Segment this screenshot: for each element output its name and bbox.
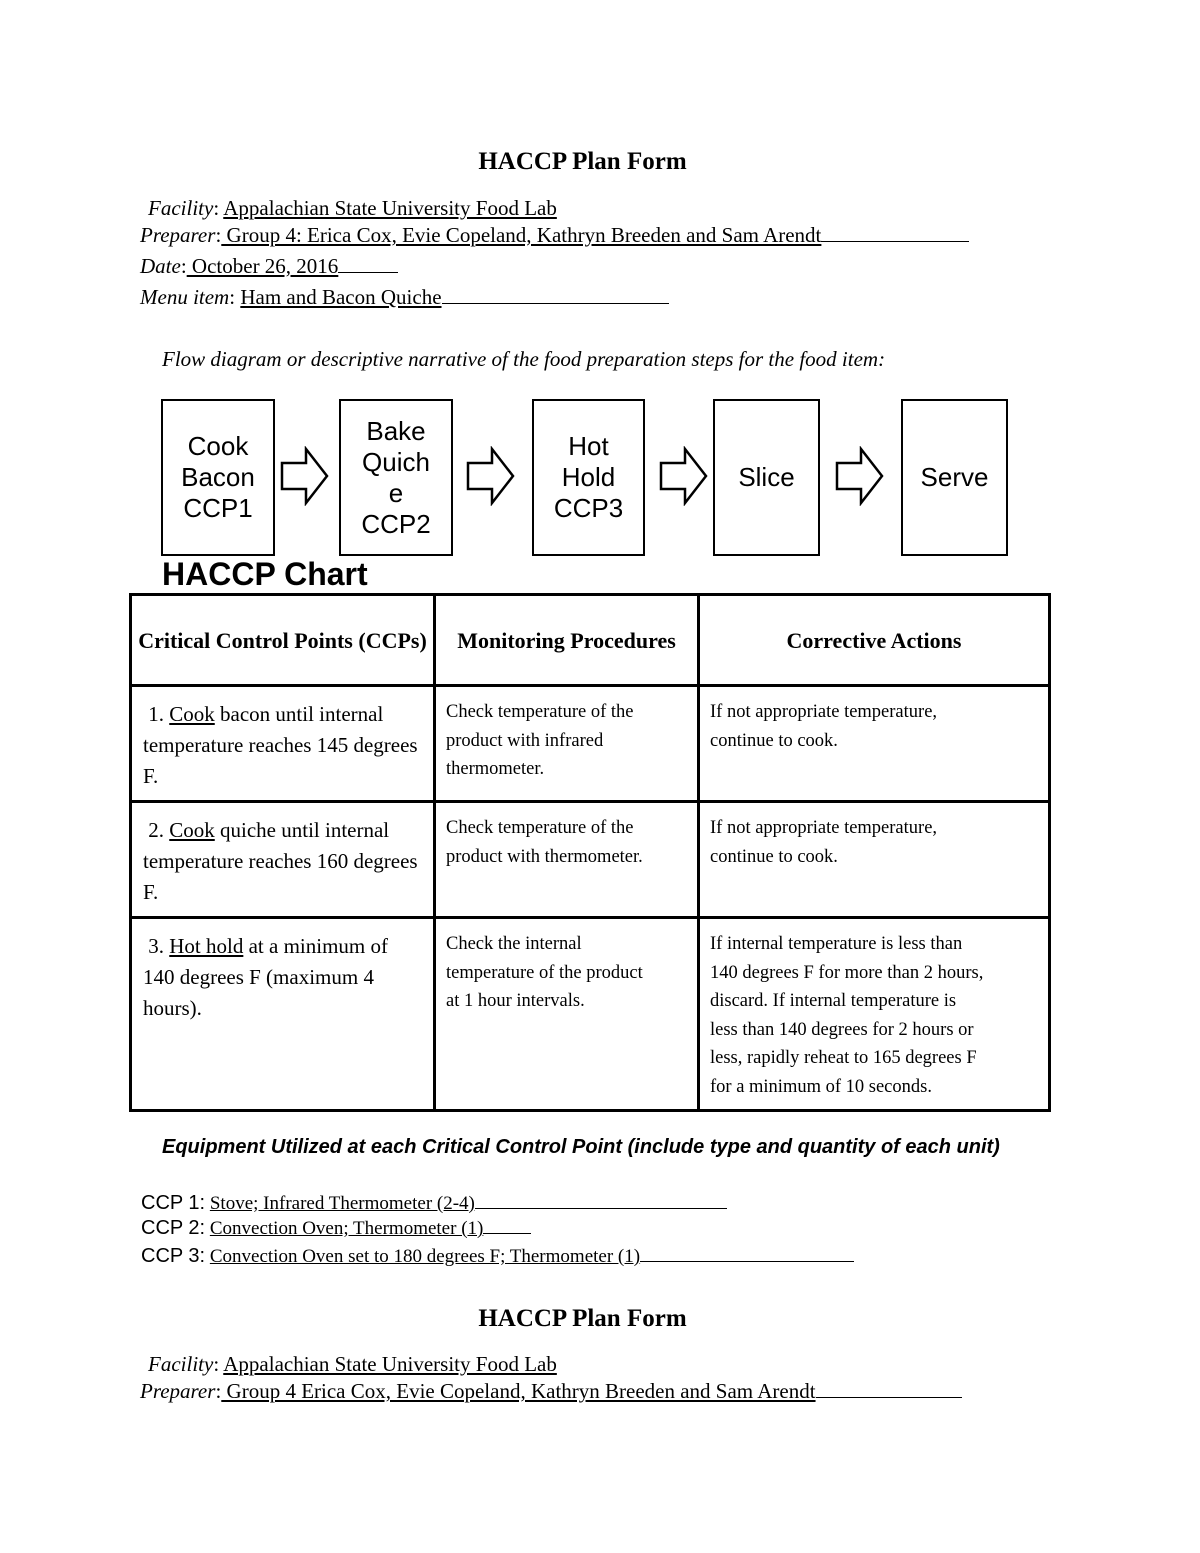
equipment-heading: Equipment Utilized at each Critical Control Point (include type and quantity of each unit) [162,1136,1000,1158]
header-corrective: Corrective Actions [699,595,1050,686]
flow-step-cook-bacon: Cook Bacon CCP1 [161,399,275,556]
facility-value: Appalachian State University Food Lab [223,196,557,220]
table-row [131,918,1050,1111]
procedure-cell: Check temperature of the product with thermometer. [435,802,699,918]
table-row [131,686,1050,802]
flow-step-serve: Serve [901,399,1008,556]
ccp-cell: 3. Hot hold at a minimum of 140 degrees F (maximum 4 hours). [131,918,435,1111]
facility-label: Facility [148,196,214,220]
preparer-line: Preparer: Group 4: Erica Cox, Evie Copeland, Kathryn Breeden and Sam Arendt [140,222,969,248]
equipment-ccp3: CCP 3: Convection Oven set to 180 degrees F; Thermometer (1) [141,1242,854,1270]
date-label: Date [140,254,181,278]
procedure-cell: Check temperature of the product with infrared thermometer. [435,686,699,802]
preparer2-value: Group 4 Erica Cox, Evie Copeland, Kathryn Breeden and Sam Arendt [221,1379,816,1403]
flow-arrow-2-icon [466,446,516,506]
flow-step-slice: Slice [713,399,820,556]
equipment-ccp1: CCP 1: Stove; Infrared Thermometer (2-4) [141,1189,727,1217]
facility2-line: Facility: Appalachian State University Food Lab [148,1352,557,1376]
table-header-row [131,595,1050,686]
equipment-ccp2: CCP 2: Convection Oven; Thermometer (1) [141,1214,531,1242]
flow-caption: Flow diagram or descriptive narrative of the food preparation steps for the food item: [162,347,886,371]
procedure-cell: Check the internal temperature of the product at 1 hour intervals. [435,918,699,1111]
flow-arrow-1-icon [280,446,330,506]
form-title: HACCP Plan Form [478,148,687,175]
facility2-value: Appalachian State University Food Lab [223,1352,557,1376]
form2-title: HACCP Plan Form [478,1305,687,1332]
preparer-value: Group 4: Erica Cox, Evie Copeland, Kathryn Breeden and Sam Arendt [221,223,822,247]
preparer-label: Preparer [140,223,216,247]
menu-item-label: Menu item [140,285,230,309]
menu-item-blank [442,284,669,304]
equipment-ccp3-value: Convection Oven set to 180 degrees F; Thermometer (1) [209,1246,641,1267]
preparer2-line: Preparer: Group 4 Erica Cox, Evie Copeland, Kathryn Breeden and Sam Arendt [140,1378,962,1404]
date-value: October 26, 2016 [186,254,339,278]
action-cell: If not appropriate temperature, continue to cook. [699,686,1050,802]
menu-item-value: Ham and Bacon Quiche [240,285,442,309]
action-cell: If internal temperature is less than 140 degrees F for more than 2 hours, discard. If internal temperature is less than 140 degrees for 2 hours or less, rapidly reheat to 165 degrees F for a minimum of 10 seconds. [699,918,1050,1111]
header-monitoring: Monitoring Procedures [435,595,699,686]
preparer2-label: Preparer [140,1379,216,1403]
header-ccps: Critical Control Points (CCPs) [131,595,435,686]
equipment-ccp2-value: Convection Oven; Thermometer (1) [209,1218,484,1239]
date-line: Date: October 26, 2016 [140,253,398,279]
flow-step-bake-quiche: Bake Quich e CCP2 [339,399,453,556]
facility2-label: Facility [148,1352,214,1376]
preparer-blank [821,222,969,242]
preparer2-blank [816,1378,962,1398]
date-blank [338,253,398,273]
equipment-ccp2-blank [483,1214,531,1234]
facility-line: Facility: Appalachian State University Food Lab [148,196,557,220]
equipment-ccp1-value: Stove; Infrared Thermometer (2-4) [209,1193,475,1214]
action-cell: If not appropriate temperature, continue to cook. [699,802,1050,918]
flow-step-hot-hold: Hot Hold CCP3 [532,399,645,556]
haccp-table [129,593,1051,1112]
menu-item-line: Menu item: Ham and Bacon Quiche [140,284,669,310]
ccp-cell: 2. Cook quiche until internal temperature reaches 160 degrees F. [131,802,435,918]
chart-title: HACCP Chart [162,556,368,592]
equipment-ccp1-blank [475,1189,727,1209]
equipment-ccp3-blank [640,1242,854,1262]
table-row [131,802,1050,918]
flow-arrow-3-icon [659,446,709,506]
flow-arrow-4-icon [835,446,885,506]
ccp-cell: 1. Cook bacon until internal temperature reaches 145 degrees F. [131,686,435,802]
